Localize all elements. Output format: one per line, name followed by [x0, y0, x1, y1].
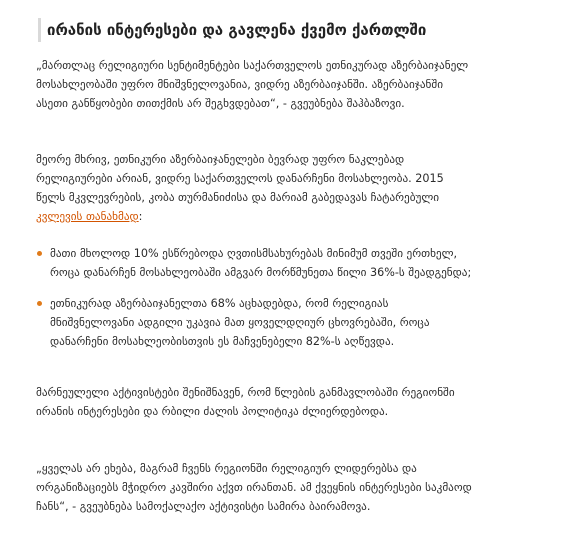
- article-heading: ირანის ინტერესები და გავლენა ქვემო ქართლში: [38, 18, 426, 42]
- survey-paragraph-end: :: [138, 210, 143, 223]
- bullet-item-attendance: მათი მხოლოდ 10% ესწრებოდა ღვთისმსახურებას მინიმუმ თვეში ერთხელ, როცა დანარჩენ მოსახლეობაში ამგვარ მორწმუნეთა წილი 36%-ს შეადგენდა;: [36, 244, 476, 282]
- survey-paragraph: [36, 150, 476, 226]
- survey-paragraph-text: მეორე მხრივ, ეთნიკური აზერბაიჯანელები ბევრად უფრო ნაკლებად რელიგიურები არიან, ვიდრე საქართველოს დანარჩენი მოსახლეობა. 2015 წელს მკვლევრების, კობა თურმანიძისა და მარიამ გაბედავას ჩატარებული: [36, 153, 444, 204]
- survey-link[interactable]: კვლევის თანახმად: [36, 210, 139, 223]
- quote-paragraph-bayramova: „ყველას არ ეხება, მაგრამ ჩვენს რეგიონში რელიგიურ ლიდერებსა და ორგანიზაციებს მჭიდრო კავშირი აქვთ ირანთან. ამ ქვეყნის ინტერესები საკმაოდ ჩანს“, - გვეუბნება სამოქალაქო აქტივისტი სამირა ბაირამოვა.: [36, 462, 472, 513]
- quote-paragraph-shahbazov: „მართლაც რელიგიური სენტიმენტები საქართველოს ეთნიკურად აზერბაიჯანელ მოსახლეობაში უფრო მნიშვნელოვანია, ვიდრე აზერბაიჯანში. აზერბაიჯანში ასეთი განწყობები თითქმის არ შეგხვდებათ“, - გვეუბნება შაჰბაზოვი.: [36, 59, 469, 110]
- activists-paragraph: მარნეულელი აქტივისტები შენიშნავენ, რომ წლების განმავლობაში რეგიონში ირანის ინტერესები და რბილი ძალის პოლიტიკა ძლიერდებოდა.: [36, 386, 455, 418]
- survey-bullet-list: [36, 244, 476, 363]
- bullet-item-importance: ეთნიკურად აზერბაიჯანელთა 68% აცხადებდა, რომ რელიგიას მნიშვნელოვანი ადგილი უკავია მათ ყოველდღიურ ცხოვრებაში, როცა დანარჩენი მოსახლეობისთვის ეს მაჩვენებელი 82%-ს აღწევდა.: [36, 294, 476, 351]
